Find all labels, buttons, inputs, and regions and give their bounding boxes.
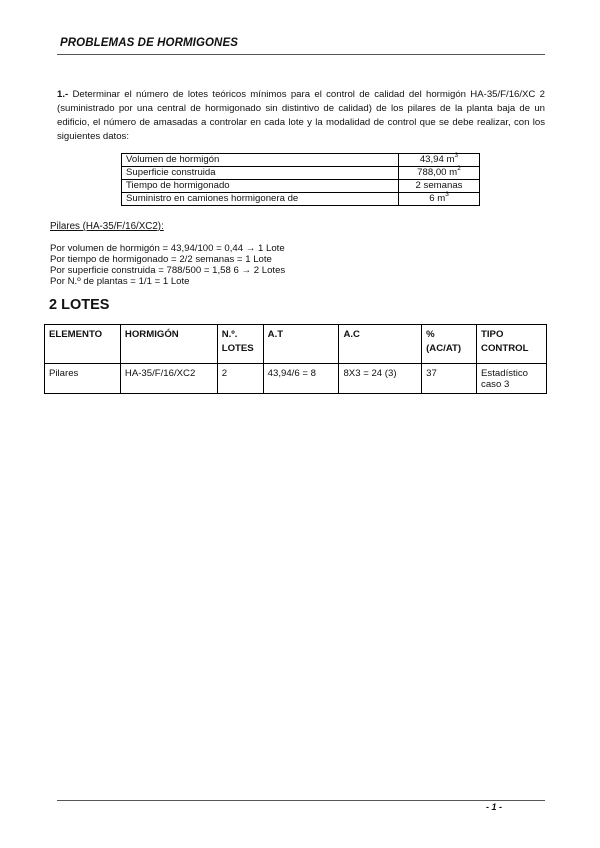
column-header: TIPO CONTROL [477, 325, 547, 364]
table-cell: 2 [217, 364, 263, 394]
data-value [399, 164, 480, 180]
summary-table [44, 324, 547, 394]
data-value [399, 190, 480, 206]
table-cell: HA-35/F/16/XC2 [120, 364, 217, 394]
calculation-line: Por volumen de hormigón = 43,94/100 = 0,44 → 1 Lote [50, 243, 285, 254]
data-row [122, 167, 480, 180]
table-cell: 8X3 = 24 (3) [339, 364, 422, 394]
header-divider [57, 54, 545, 55]
data-row [122, 193, 480, 206]
header-title: PROBLEMAS DE HORMIGONES [60, 37, 239, 49]
problem-statement [57, 88, 545, 144]
result-heading: 2 LOTES [49, 297, 110, 313]
calculation-line: Por N.º de plantas = 1/1 = 1 Lote [50, 276, 190, 287]
table-cell: 37 [422, 364, 477, 394]
column-header: HORMIGÓN [120, 325, 217, 364]
data-label: Suministro en camiones hormigonera de [122, 193, 399, 206]
data-row [122, 180, 480, 193]
calculation-line: Por superficie construida = 788/500 = 1,58 6 → 2 Lotes [50, 265, 286, 276]
data-row [122, 154, 480, 167]
column-header: A.T [263, 325, 339, 364]
data-value [399, 180, 480, 193]
table-row [45, 364, 547, 394]
footer-divider [57, 800, 545, 801]
value-text: 2 semanas [415, 180, 463, 191]
calculation-lines [50, 243, 285, 287]
table-cell: Estadístico caso 3 [477, 364, 547, 394]
data-label: Volumen de hormigón [122, 154, 399, 167]
table-header-row [45, 325, 547, 364]
value-exponent: 3 [454, 151, 459, 159]
table-cell: 43,94/6 = 8 [263, 364, 339, 394]
value-text: 43,94 m [419, 154, 455, 165]
value-text: 6 m [429, 193, 446, 204]
column-header: % (AC/AT) [422, 325, 477, 364]
column-header: N.º. LOTES [217, 325, 263, 364]
data-label: Superficie construida [122, 167, 399, 180]
problem-number: 1.- [57, 89, 69, 100]
calculation-line: Por tiempo de hormigonado = 2/2 semanas = 1 Lote [50, 254, 272, 265]
problem-text: Determinar el número de lotes teóricos mínimos para el control de calidad del hormigón HA-35/F/16/XC 2 (suministrado por una central de hormigonado sin distintivo de calidad) de los pilares de la planta baja de un edificio, el número de amasadas a controlar en cada lote y la modalidad de control que se debe realizar, con los siguientes datos: [57, 89, 545, 142]
value-text: 788,00 m [417, 167, 458, 178]
column-header: A.C [339, 325, 422, 364]
data-value [399, 151, 480, 167]
data-table [121, 153, 480, 206]
value-exponent: 2 [457, 164, 461, 172]
page-number: - 1 - [486, 802, 503, 812]
table-cell: Pilares [45, 364, 121, 394]
column-header: ELEMENTO [45, 325, 121, 364]
data-label: Tiempo de hormigonado [122, 180, 399, 193]
value-exponent: 3 [445, 190, 449, 198]
pilares-heading: Pilares (HA-35/F/16/XC2): [50, 221, 164, 232]
